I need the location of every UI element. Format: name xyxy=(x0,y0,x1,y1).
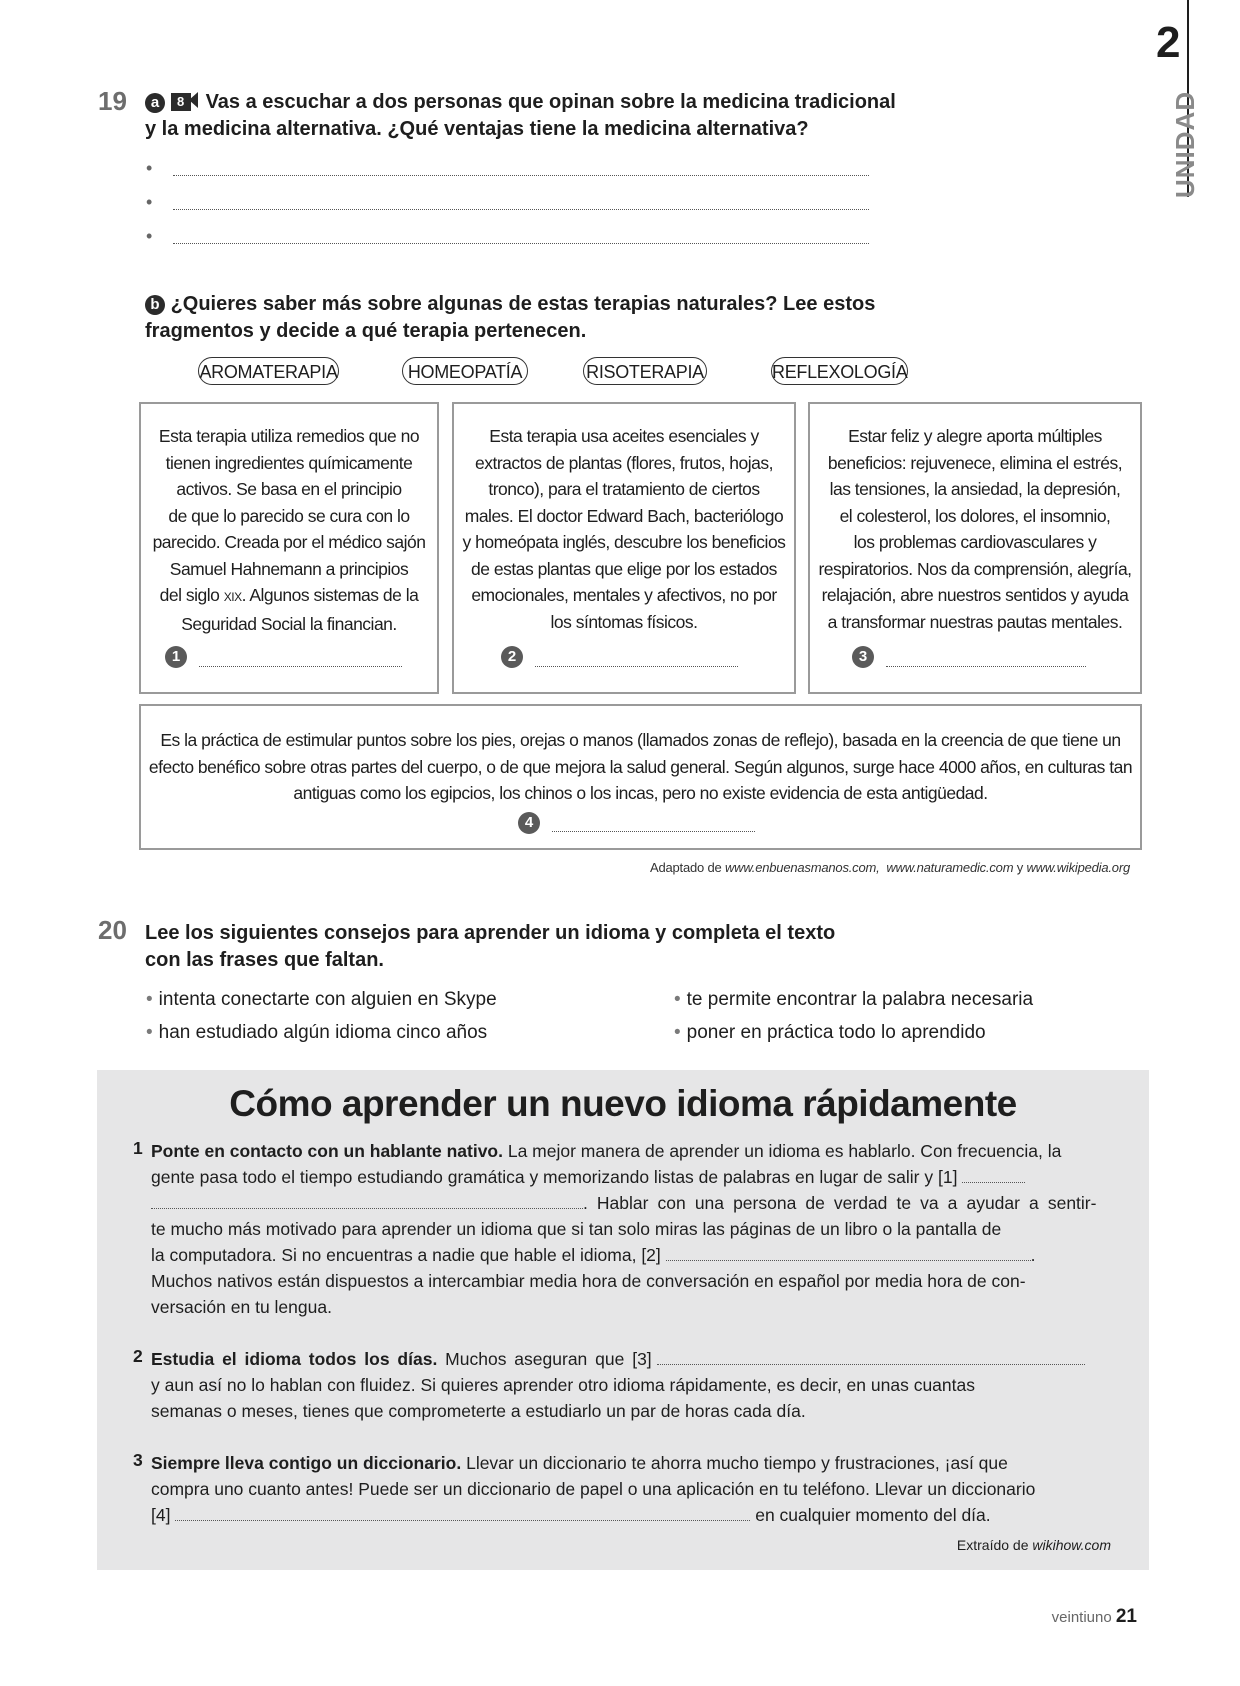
exercise-19b-instruction xyxy=(145,291,1045,345)
exercise-19b-line1: ¿Quieres saber más sobre algunas de estas terapias naturales? Lee estos xyxy=(170,293,876,315)
fragment-4-answer-line[interactable] xyxy=(552,831,755,832)
tag-risoterapia: RISOTERAPIA xyxy=(583,357,707,385)
fragment-3-line: el colesterol, los dolores, el insomnio, xyxy=(839,505,1111,526)
fragment-3-line: las tensiones, la ansiedad, la depresión, xyxy=(829,479,1121,499)
source-site-3: www.wikipedia.org xyxy=(1026,860,1130,875)
audio-track-icon[interactable]: 8 xyxy=(171,93,191,111)
article-source-prefix: Extraído de xyxy=(956,1537,1033,1553)
paragraph-3-number: 3 xyxy=(133,1450,143,1470)
option-1: • intenta conectarte con alguien en Skype xyxy=(146,989,497,1010)
blank-1b[interactable] xyxy=(151,1194,583,1209)
article-source xyxy=(800,1537,1111,1553)
fragment-2-answer-line[interactable] xyxy=(535,666,738,667)
paragraph-1 xyxy=(151,1138,1111,1320)
paragraph-2-line: y aun así no lo hablan con fluidez. Si quieres aprender otro idioma rápidamente, es decir, en unas cuantas xyxy=(151,1375,975,1395)
fragment-4-line: efecto benéfico sobre otras partes del cuerpo, o de que mejora la salud general. Según algunos, surge hace 4000 años, en culturas tan xyxy=(148,756,1133,777)
paragraph-1-line: Muchos nativos están dispuestos a intercambiar media hora de conversación en español por media hora de con- xyxy=(151,1271,1026,1291)
fragment-1-text xyxy=(145,423,433,637)
paragraph-1-heading: Ponte en contacto con un hablante nativo. xyxy=(151,1141,503,1161)
exercise-20-line1: Lee los siguientes consejos para aprender un idioma y completa el texto xyxy=(145,922,836,944)
fragment-1-line: parecido. Creada por el médico sajón xyxy=(152,532,426,552)
answer-bullet-3: • xyxy=(146,226,153,246)
paragraph-1-line: te mucho más motivado para aprender un idioma que si tan solo miras las páginas de un libro o la pantalla de xyxy=(151,1219,1002,1239)
fragment-3-line: los problemas cardiovasculares y xyxy=(853,532,1097,552)
option-4: • poner en práctica todo lo aprendido xyxy=(674,1022,986,1043)
fragment-3-line: a transformar nuestras pautas mentales. xyxy=(827,611,1123,632)
exercise-19a-instruction xyxy=(145,89,1045,143)
fragment-1-line: activos. Se basa en el principio xyxy=(176,479,402,499)
paragraph-3-line: compra uno cuanto antes! Puede ser un diccionario de papel o una aplicación en tu teléfono. Llevar un diccionario xyxy=(151,1479,1036,1499)
fragment-3-text xyxy=(812,423,1138,635)
paragraph-2-line: Muchos aseguran que [3] xyxy=(437,1349,652,1369)
answer-line-3[interactable] xyxy=(173,243,869,244)
fragment-3-number: 3 xyxy=(852,646,874,668)
paragraph-1-line: la computadora. Si no encuentras a nadie que hable el idioma, [2] xyxy=(151,1245,661,1265)
paragraph-2-number: 2 xyxy=(133,1346,143,1366)
blank-2[interactable] xyxy=(666,1246,1031,1261)
part-b-badge: b xyxy=(145,295,165,315)
part-a-badge: a xyxy=(145,93,165,113)
paragraph-1-line: . Hablar con una persona de verdad te va a ayudar a sentir- xyxy=(583,1193,1097,1213)
fragment-2-line: y homeópata inglés, descubre los beneficios xyxy=(462,532,786,552)
answer-bullet-1: • xyxy=(146,158,153,178)
fragment-3-line: beneficios: rejuvenece, elimina el estrés, xyxy=(827,452,1123,473)
fragment-1-line xyxy=(145,582,433,611)
fragment-1-answer-line[interactable] xyxy=(199,666,402,667)
source-prefix: Adaptado de xyxy=(650,860,725,875)
fragment-1-line: de que lo parecido se cura con lo xyxy=(168,505,410,526)
exercise-19a-line1: Vas a escuchar a dos personas que opinan sobre la medicina tradicional xyxy=(205,91,896,113)
exercise-19-number: 19 xyxy=(98,86,127,116)
paragraph-2 xyxy=(151,1346,1111,1424)
fragment-2-line: Esta terapia usa aceites esenciales y xyxy=(489,426,759,446)
fragment-3-line: relajación, abre nuestros sentidos y ayuda xyxy=(821,585,1129,605)
fragment-1-line: Esta terapia utiliza remedios que no xyxy=(158,426,420,446)
fragment-1-line: Samuel Hahnemann a principios xyxy=(169,558,409,579)
option-2: • te permite encontrar la palabra necesaria xyxy=(674,989,1034,1010)
paragraph-3-line: en cualquier momento del día. xyxy=(750,1505,991,1525)
paragraph-2-heading: Estudia el idioma todos los días. xyxy=(151,1349,438,1369)
option-text: intenta conectarte con alguien en Skype xyxy=(158,989,497,1010)
fragment-2-line: emocionales, mentales y afectivos, no por xyxy=(471,585,777,605)
fragment-3-line: Estar feliz y alegre aporta múltiples xyxy=(848,426,1102,446)
tag-reflexologia: REFLEXOLOGÍA xyxy=(771,357,908,385)
fragment-2-line: de estas plantas que elige por los estados xyxy=(471,558,777,579)
paragraph-3-heading: Siempre lleva contigo un diccionario. xyxy=(151,1453,462,1473)
tag-aromaterapia: AROMATERAPIA xyxy=(198,357,339,385)
article-title: Cómo aprender un nuevo idioma rápidamente xyxy=(229,1083,1017,1124)
page-word: veintiuno xyxy=(1051,1609,1112,1626)
fragment-4-text xyxy=(143,727,1138,807)
exercise-20-number: 20 xyxy=(98,915,127,945)
fragment-2-line: extractos de plantas (flores, frutos, hojas, xyxy=(474,452,774,473)
answer-line-2[interactable] xyxy=(173,209,869,210)
fragment-1-number: 1 xyxy=(165,646,187,668)
answer-bullet-2: • xyxy=(146,192,153,212)
blank-3[interactable] xyxy=(657,1350,1085,1365)
paragraph-1-number: 1 xyxy=(133,1138,143,1158)
fragment-2-text xyxy=(456,423,792,635)
century-numeral: XIX xyxy=(223,590,242,604)
answer-line-1[interactable] xyxy=(173,175,869,176)
page-number: 21 xyxy=(1115,1606,1137,1627)
fragment-4-number: 4 xyxy=(518,812,540,834)
exercise-20-instruction xyxy=(145,920,1045,974)
source-joiner: y xyxy=(1013,860,1027,875)
option-text: poner en práctica todo lo aprendido xyxy=(686,1022,986,1043)
paragraph-3-line: Llevar un diccionario te ahorra mucho tiempo y frustraciones, ¡así que xyxy=(461,1453,1008,1473)
page-footer xyxy=(900,1606,1137,1628)
paragraph-1-line: gente pasa todo el tiempo estudiando gramática y memorizando listas de palabras en lugar de salir y [1] xyxy=(151,1167,958,1187)
fragment-3-line: respiratorios. Nos da comprensión, alegría, xyxy=(818,558,1132,579)
exercise-20-line2: con las frases que faltan. xyxy=(145,949,384,971)
source-site-1: www.enbuenasmanos.com, xyxy=(724,860,880,875)
article-source-site: wikihow.com xyxy=(1032,1537,1111,1553)
speaker-icon[interactable] xyxy=(189,92,198,108)
fragment-1-text-part: . Algunos sistemas de la xyxy=(241,585,419,605)
fragment-2-line: males. El doctor Edward Bach, bacteriólogo xyxy=(464,505,784,526)
blank-4[interactable] xyxy=(175,1506,750,1521)
fragment-1-line: tienen ingredientes químicamente xyxy=(165,452,413,473)
fragment-2-number: 2 xyxy=(501,646,523,668)
paragraph-2-line: semanas o meses, tienes que comprometerte a estudiarlo un par de horas cada día. xyxy=(151,1401,806,1421)
unit-number: 2 xyxy=(1156,18,1181,67)
fragment-3-answer-line[interactable] xyxy=(886,666,1086,667)
exercise-19-source xyxy=(600,860,1130,875)
option-text: han estudiado algún idioma cinco años xyxy=(158,1022,488,1043)
paragraph-1-period: . xyxy=(1030,1245,1036,1265)
option-text: te permite encontrar la palabra necesaria xyxy=(686,989,1034,1010)
source-site-2: www.naturamedic.com xyxy=(886,860,1014,875)
unit-label: UNIDAD xyxy=(1170,90,1200,198)
exercise-19b-line2: fragmentos y decide a qué terapia pertenecen. xyxy=(145,320,587,342)
fragment-2-line: los síntomas físicos. xyxy=(550,611,698,632)
paragraph-3 xyxy=(151,1450,1111,1528)
tag-homeopatia: HOMEOPATÍA xyxy=(402,357,528,385)
blank-1a[interactable] xyxy=(962,1168,1025,1183)
paragraph-1-line: La mejor manera de aprender un idioma es hablarlo. Con frecuencia, la xyxy=(502,1141,1062,1161)
exercise-19a-line2: y la medicina alternativa. ¿Qué ventajas tiene la medicina alternativa? xyxy=(145,118,809,140)
fragment-1-text-part: del siglo xyxy=(159,585,224,605)
fragment-1-line: Seguridad Social la financian. xyxy=(181,613,397,634)
fragment-2-line: tronco), para el tratamiento de ciertos xyxy=(488,479,760,499)
paragraph-3-line: [4] xyxy=(151,1505,171,1525)
fragment-4-line: antiguas como los egipcios, los chinos o los incas, pero no existe evidencia de esta antigüedad. xyxy=(293,783,988,803)
paragraph-1-line: versación en tu lengua. xyxy=(151,1297,332,1317)
fragment-4-line: Es la práctica de estimular puntos sobre los pies, orejas o manos (llamados zonas de reflejo), basada en la creencia de que tiene un xyxy=(160,730,1121,750)
option-3: • han estudiado algún idioma cinco años xyxy=(146,1022,488,1043)
unit-label-container xyxy=(1170,88,1200,198)
